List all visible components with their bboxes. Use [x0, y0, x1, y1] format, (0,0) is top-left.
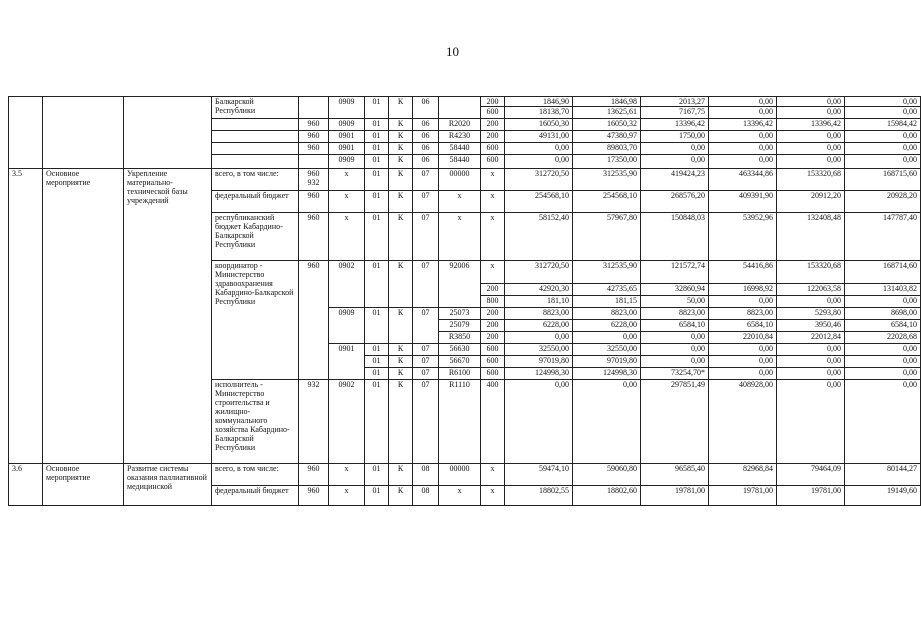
program-cell: 01 [365, 368, 389, 380]
amount-cell: 181,10 [505, 296, 573, 308]
event-type: Основное мероприятие [43, 169, 124, 464]
event-number: 3.5 [9, 169, 43, 464]
amount-cell: 59474,10 [505, 464, 573, 486]
executor-cell [212, 143, 299, 155]
amount-cell: 53952,96 [709, 213, 777, 261]
amount-cell: 49131,00 [505, 131, 573, 143]
event-cell: 07 [413, 169, 439, 191]
amount-cell: 13396,42 [641, 119, 709, 131]
table-row [9, 169, 921, 191]
amount-cell: 20928,20 [845, 191, 921, 213]
amount-cell: 13625,61 [573, 107, 641, 119]
section-cell: x [329, 464, 365, 486]
amount-cell: 0,00 [505, 155, 573, 169]
code-cell: 25079 [439, 320, 481, 332]
amount-cell: 0,00 [845, 155, 921, 169]
code-cell: 00000 [439, 464, 481, 486]
section-cell: x [329, 486, 365, 506]
grbs-cell: 960 [299, 191, 329, 213]
event-cell: 08 [413, 464, 439, 486]
section-cell: 0909 [329, 308, 365, 344]
code-cell [439, 97, 481, 119]
amount-cell: 0,00 [505, 380, 573, 464]
amount-cell: 8698,00 [845, 308, 921, 320]
letter-cell: К [389, 191, 413, 213]
amount-cell: 0,00 [709, 97, 777, 107]
code-cell: R6100 [439, 368, 481, 380]
program-cell: 01 [365, 155, 389, 169]
event-cell: 06 [413, 97, 439, 119]
amount-cell: 13396,42 [709, 119, 777, 131]
amount-cell: 73254,70* [641, 368, 709, 380]
amount-cell: 32860,94 [641, 284, 709, 296]
amount-cell: 82968,84 [709, 464, 777, 486]
letter-cell: К [389, 97, 413, 119]
amount-cell: 0,00 [777, 107, 845, 119]
amount-cell: 0,00 [777, 131, 845, 143]
section-cell: 0909 [329, 155, 365, 169]
amount-cell: 79464,09 [777, 464, 845, 486]
program-cell: 01 [365, 308, 389, 344]
amount-cell: 0,00 [777, 368, 845, 380]
letter-cell: К [389, 356, 413, 368]
grbs-cell [299, 155, 329, 169]
executor-cell: исполнитель - Министерство строительства и жилищно-коммунального хозяйства Кабардино-Балкарской Республики [212, 380, 299, 464]
vr-cell: x [481, 261, 505, 284]
amount-cell: 0,00 [845, 107, 921, 119]
grbs-cell [299, 97, 329, 119]
amount-cell: 0,00 [777, 143, 845, 155]
page-number: 10 [446, 44, 459, 59]
amount-cell: 181,15 [573, 296, 641, 308]
code-cell: 00000 [439, 169, 481, 191]
table-row [9, 97, 921, 107]
executor-cell: федеральный бюджет [212, 191, 299, 213]
amount-cell: 0,00 [641, 344, 709, 356]
code-cell: R1110 [439, 380, 481, 464]
amount-cell: 97019,80 [573, 356, 641, 368]
grbs-cell: 932 [299, 380, 329, 464]
vr-cell: 600 [481, 143, 505, 155]
amount-cell: 0,00 [641, 356, 709, 368]
amount-cell: 312720,50 [505, 169, 573, 191]
program-cell: 01 [365, 191, 389, 213]
amount-cell: 0,00 [709, 368, 777, 380]
section-cell: 0901 [329, 131, 365, 143]
amount-cell: 6584,10 [709, 320, 777, 332]
code-cell: R2020 [439, 119, 481, 131]
amount-cell: 1750,00 [641, 131, 709, 143]
executor-cell: федеральный бюджет [212, 486, 299, 506]
program-cell: 01 [365, 169, 389, 191]
amount-cell: 54416,86 [709, 261, 777, 284]
amount-cell: 8823,00 [505, 308, 573, 320]
letter-cell: К [389, 143, 413, 155]
amount-cell: 0,00 [845, 131, 921, 143]
code-cell: x [439, 486, 481, 506]
amount-cell: 0,00 [641, 155, 709, 169]
amount-cell: 42920,30 [505, 284, 573, 296]
vr-cell: 200 [481, 284, 505, 296]
amount-cell: 13396,42 [777, 119, 845, 131]
grbs-cell: 960 [299, 131, 329, 143]
amount-cell: 0,00 [777, 380, 845, 464]
amount-cell: 147787,40 [845, 213, 921, 261]
amount-cell: 80144,27 [845, 464, 921, 486]
amount-cell: 15984,42 [845, 119, 921, 131]
amount-cell: 153320,68 [777, 169, 845, 191]
amount-cell: 0,00 [505, 332, 573, 344]
amount-cell: 2013,27 [641, 97, 709, 107]
amount-cell: 42735,65 [573, 284, 641, 296]
code-cell: 58440 [439, 143, 481, 155]
amount-cell: 124998,30 [573, 368, 641, 380]
amount-cell: 5293,80 [777, 308, 845, 320]
amount-cell: 19149,60 [845, 486, 921, 506]
executor-cell [212, 119, 299, 131]
amount-cell: 57967,80 [573, 213, 641, 261]
amount-cell: 0,00 [845, 368, 921, 380]
amount-cell: 16050,30 [505, 119, 573, 131]
amount-cell: 408928,00 [709, 380, 777, 464]
event-number: 3.6 [9, 464, 43, 506]
letter-cell: К [389, 344, 413, 356]
event-cell: 07 [413, 308, 439, 344]
amount-cell: 16998,92 [709, 284, 777, 296]
amount-cell: 50,00 [641, 296, 709, 308]
amount-cell: 168715,60 [845, 169, 921, 191]
amount-cell: 312535,90 [573, 169, 641, 191]
amount-cell: 419424,23 [641, 169, 709, 191]
section-cell: 0901 [329, 143, 365, 155]
amount-cell: 59060,80 [573, 464, 641, 486]
letter-cell: К [389, 213, 413, 261]
amount-cell: 32550,00 [573, 344, 641, 356]
amount-cell: 0,00 [777, 344, 845, 356]
section-cell: 0901 [329, 344, 365, 380]
amount-cell: 168714,60 [845, 261, 921, 284]
vr-cell: x [481, 464, 505, 486]
event-cell: 06 [413, 155, 439, 169]
letter-cell: К [389, 308, 413, 344]
section-cell: x [329, 213, 365, 261]
amount-cell: 150848,03 [641, 213, 709, 261]
code-cell: 56670 [439, 356, 481, 368]
amount-cell: 1846,90 [505, 97, 573, 107]
amount-cell: 0,00 [709, 344, 777, 356]
amount-cell: 8823,00 [573, 308, 641, 320]
amount-cell: 58152,40 [505, 213, 573, 261]
amount-cell: 0,00 [709, 356, 777, 368]
amount-cell: 297851,49 [641, 380, 709, 464]
vr-cell: x [481, 213, 505, 261]
amount-cell: 463344,86 [709, 169, 777, 191]
program-cell: 01 [365, 143, 389, 155]
program-cell: 01 [365, 356, 389, 368]
budget-table [8, 96, 921, 506]
vr-cell: 600 [481, 344, 505, 356]
amount-cell: 0,00 [573, 332, 641, 344]
event-cell: 07 [413, 261, 439, 308]
amount-cell: 16050,32 [573, 119, 641, 131]
letter-cell: К [389, 368, 413, 380]
vr-cell: 200 [481, 320, 505, 332]
amount-cell: 0,00 [641, 332, 709, 344]
title-cell [124, 97, 212, 169]
executor-cell [212, 131, 299, 143]
amount-cell: 122063,58 [777, 284, 845, 296]
amount-cell: 19781,00 [641, 486, 709, 506]
event-cell: 07 [413, 344, 439, 356]
program-cell: 01 [365, 213, 389, 261]
amount-cell: 0,00 [709, 296, 777, 308]
code-cell: 56630 [439, 344, 481, 356]
executor-cell: координатор - Министерство здравоохранения Кабардино-Балкарской Республики [212, 261, 299, 380]
amount-cell: 6584,10 [845, 320, 921, 332]
amount-cell: 0,00 [845, 296, 921, 308]
program-cell: 01 [365, 119, 389, 131]
vr-cell: 400 [481, 380, 505, 464]
section-cell: 0902 [329, 261, 365, 308]
amount-cell: 3950,46 [777, 320, 845, 332]
amount-cell: 19781,00 [709, 486, 777, 506]
letter-cell: К [389, 131, 413, 143]
section-cell: 0909 [329, 97, 365, 119]
amount-cell: 0,00 [573, 380, 641, 464]
program-cell: 01 [365, 97, 389, 119]
grbs-cell: 960 [299, 261, 329, 380]
program-cell: 01 [365, 486, 389, 506]
amount-cell: 131403,82 [845, 284, 921, 296]
letter-cell: К [389, 155, 413, 169]
vr-cell: 200 [481, 97, 505, 107]
amount-cell: 153320,68 [777, 261, 845, 284]
event-cell: 07 [413, 356, 439, 368]
amount-cell: 18802,60 [573, 486, 641, 506]
number-cell [9, 97, 43, 169]
letter-cell: К [389, 261, 413, 308]
amount-cell: 0,00 [709, 155, 777, 169]
amount-cell: 0,00 [777, 296, 845, 308]
amount-cell: 18138,70 [505, 107, 573, 119]
amount-cell: 6228,00 [505, 320, 573, 332]
amount-cell: 0,00 [777, 155, 845, 169]
amount-cell: 409391,90 [709, 191, 777, 213]
program-cell: 01 [365, 131, 389, 143]
executor-cell: республиканский бюджет Кабардино-Балкарской Республики [212, 213, 299, 261]
executor-cell [212, 155, 299, 169]
grbs-cell: 960 [299, 464, 329, 486]
amount-cell: 0,00 [845, 344, 921, 356]
amount-cell: 132408,48 [777, 213, 845, 261]
amount-cell: 8823,00 [709, 308, 777, 320]
event-cell: 07 [413, 380, 439, 464]
event-title: Развитие системы оказания паллиативной медицинской [124, 464, 212, 506]
vr-cell: 800 [481, 296, 505, 308]
vr-cell: x [481, 486, 505, 506]
vr-cell: 600 [481, 356, 505, 368]
amount-cell: 6228,00 [573, 320, 641, 332]
vr-cell: x [481, 169, 505, 191]
event-type: Основное мероприятие [43, 464, 124, 506]
code-cell: x [439, 213, 481, 261]
program-cell: 01 [365, 344, 389, 356]
program-cell: 01 [365, 380, 389, 464]
amount-cell: 268576,20 [641, 191, 709, 213]
code-cell: x [439, 191, 481, 213]
amount-cell: 0,00 [505, 143, 573, 155]
vr-cell: 200 [481, 131, 505, 143]
amount-cell: 0,00 [709, 143, 777, 155]
amount-cell: 22028,68 [845, 332, 921, 344]
event-cell: 06 [413, 119, 439, 131]
amount-cell: 22012,84 [777, 332, 845, 344]
grbs-cell: 960 [299, 486, 329, 506]
event-cell: 06 [413, 143, 439, 155]
amount-cell: 254568,10 [573, 191, 641, 213]
amount-cell: 18802,55 [505, 486, 573, 506]
code-cell: 58440 [439, 155, 481, 169]
letter-cell: К [389, 464, 413, 486]
letter-cell: К [389, 119, 413, 131]
vr-cell: 200 [481, 308, 505, 320]
letter-cell: К [389, 380, 413, 464]
amount-cell: 0,00 [845, 380, 921, 464]
executor-cell: всего, в том числе: [212, 169, 299, 191]
amount-cell: 89803,70 [573, 143, 641, 155]
section-cell: 0902 [329, 380, 365, 464]
code-cell: 92006 [439, 261, 481, 308]
vr-cell: 600 [481, 368, 505, 380]
amount-cell: 0,00 [777, 356, 845, 368]
program-cell: 01 [365, 464, 389, 486]
amount-cell: 96585,40 [641, 464, 709, 486]
event-cell: 07 [413, 191, 439, 213]
amount-cell: 0,00 [709, 107, 777, 119]
grbs-cell: 960 932 [299, 169, 329, 191]
letter-cell: К [389, 169, 413, 191]
type-cell [43, 97, 124, 169]
amount-cell: 6584,10 [641, 320, 709, 332]
event-cell: 07 [413, 213, 439, 261]
vr-cell: 200 [481, 332, 505, 344]
amount-cell: 0,00 [641, 143, 709, 155]
event-cell: 08 [413, 486, 439, 506]
event-title: Укрепление материально-технической базы учреждений [124, 169, 212, 464]
grbs-cell: 960 [299, 213, 329, 261]
code-cell: 25073 [439, 308, 481, 320]
letter-cell: К [389, 486, 413, 506]
vr-cell: 200 [481, 119, 505, 131]
amount-cell: 1846,98 [573, 97, 641, 107]
amount-cell: 17350,00 [573, 155, 641, 169]
amount-cell: 0,00 [777, 97, 845, 107]
amount-cell: 20912,20 [777, 191, 845, 213]
amount-cell: 19781,00 [777, 486, 845, 506]
amount-cell: 254568,10 [505, 191, 573, 213]
vr-cell: x [481, 191, 505, 213]
program-cell: 01 [365, 261, 389, 308]
executor-cell: Балкарской Республики [212, 97, 299, 119]
amount-cell: 312535,90 [573, 261, 641, 284]
amount-cell: 312720,50 [505, 261, 573, 284]
executor-cell: всего, в том числе: [212, 464, 299, 486]
code-cell: R3850 [439, 332, 481, 344]
section-cell: x [329, 169, 365, 191]
amount-cell: 0,00 [845, 97, 921, 107]
amount-cell: 32550,00 [505, 344, 573, 356]
amount-cell: 22010,84 [709, 332, 777, 344]
section-cell: x [329, 191, 365, 213]
amount-cell: 8823,00 [641, 308, 709, 320]
code-cell: R4230 [439, 131, 481, 143]
section-cell: 0909 [329, 119, 365, 131]
amount-cell: 47380,97 [573, 131, 641, 143]
grbs-cell: 960 [299, 119, 329, 131]
table-row [9, 464, 921, 486]
amount-cell: 0,00 [845, 143, 921, 155]
event-cell: 07 [413, 368, 439, 380]
amount-cell: 0,00 [845, 356, 921, 368]
amount-cell: 0,00 [709, 131, 777, 143]
amount-cell: 121572,74 [641, 261, 709, 284]
grbs-cell: 960 [299, 143, 329, 155]
amount-cell: 124998,30 [505, 368, 573, 380]
vr-cell: 600 [481, 155, 505, 169]
amount-cell: 97019,80 [505, 356, 573, 368]
event-cell: 06 [413, 131, 439, 143]
amount-cell: 7167,75 [641, 107, 709, 119]
vr-cell: 600 [481, 107, 505, 119]
